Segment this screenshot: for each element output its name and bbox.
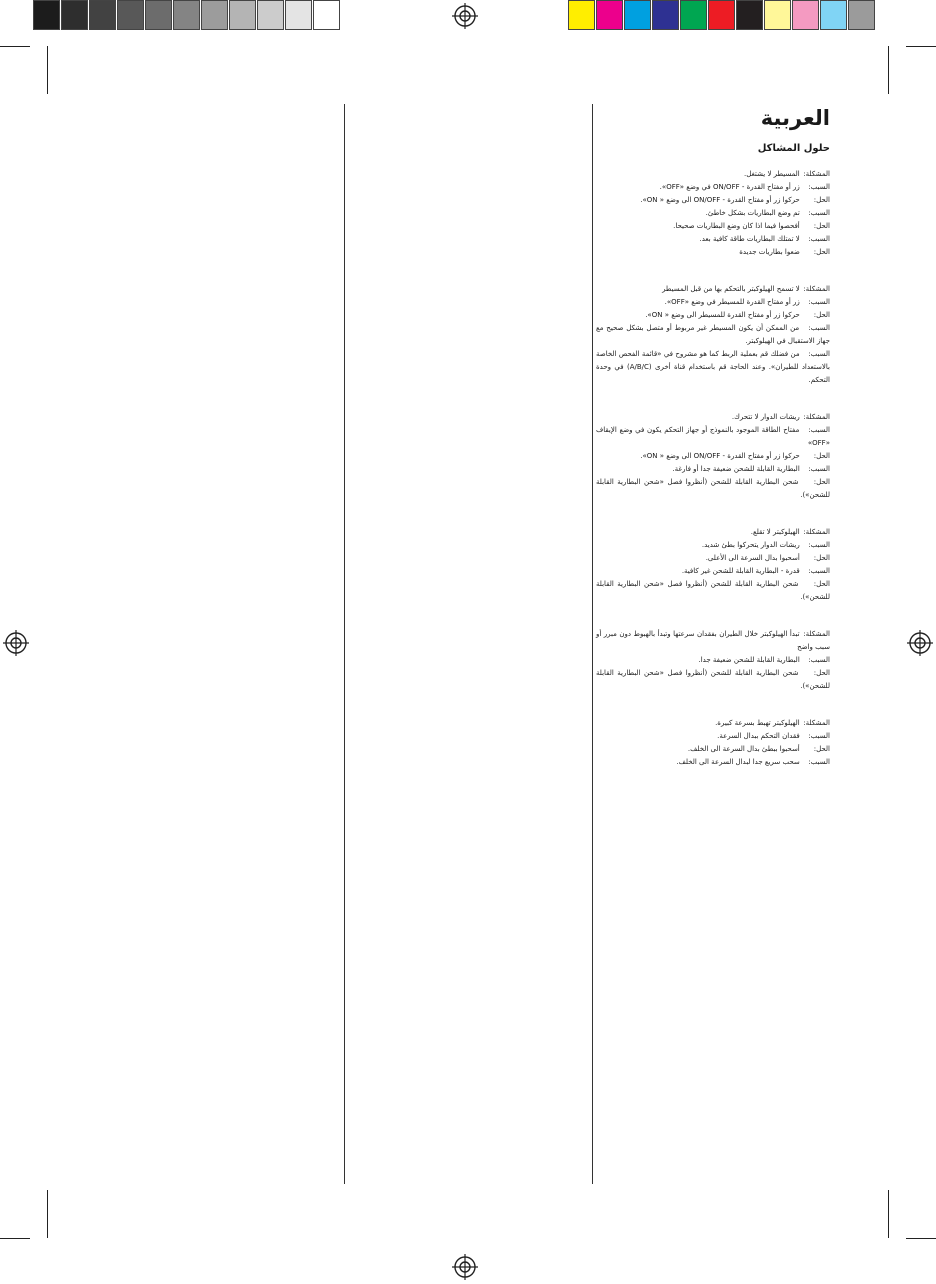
line-label: السبب: <box>808 426 830 434</box>
line-text: البطارية القابلة للشحن ضعيفة جدا. <box>698 656 800 664</box>
problem-line <box>596 168 830 181</box>
line-text: المسيطر لا يشتغل. <box>744 170 800 178</box>
line-label: الحل: <box>813 669 830 677</box>
gray-swatch <box>201 0 228 30</box>
line-label: الحل: <box>813 478 830 486</box>
line-label: المشكلة: <box>803 170 830 178</box>
problem-line <box>596 233 830 246</box>
problem-block <box>596 526 830 604</box>
problem-line <box>596 348 830 387</box>
line-text: قدرة - البطارية القابلة للشحن غير كافية. <box>681 567 800 575</box>
line-label: السبب: <box>808 656 830 664</box>
grayscale-calibration-bar <box>33 0 341 32</box>
color-swatch <box>736 0 763 30</box>
line-label: السبب: <box>808 298 830 306</box>
color-calibration-bar <box>568 0 876 32</box>
line-text: أسحبوا بدال السرعة الى الأعلى. <box>705 554 800 562</box>
line-text: زر أو مفتاح القدرة للمسيطر في وضع «OFF». <box>664 298 800 306</box>
line-label: المشكلة: <box>803 413 830 421</box>
line-text: ضعوا بطاريات جديدة <box>739 248 800 256</box>
gray-swatch <box>173 0 200 30</box>
column-divider <box>344 104 345 1184</box>
line-label: المشكلة: <box>803 719 830 727</box>
line-text: شحن البطارية القابلة للشحن (أنظروا فصل «شحن البطارية القابلة للشحن»). <box>596 669 830 690</box>
color-swatch <box>848 0 875 30</box>
line-text: أفحصوا فيما اذا كان وضع البطاريات صحيحا. <box>673 222 800 230</box>
line-label: السبب: <box>808 235 830 243</box>
problem-line <box>596 565 830 578</box>
line-text: الهيلوكبتر تهبط بسرعة كبيرة. <box>715 719 800 727</box>
line-label: السبب: <box>808 324 830 332</box>
gray-swatch <box>285 0 312 30</box>
line-label: السبب: <box>808 567 830 575</box>
color-swatch <box>568 0 595 30</box>
problem-line <box>596 654 830 667</box>
problem-line <box>596 194 830 207</box>
problem-line <box>596 181 830 194</box>
gray-swatch <box>33 0 60 30</box>
line-label: السبب: <box>808 732 830 740</box>
color-swatch <box>624 0 651 30</box>
gray-swatch <box>61 0 88 30</box>
problem-list <box>596 168 830 769</box>
line-text: شحن البطارية القابلة للشحن (أنظروا فصل «شحن البطارية القابلة للشحن»). <box>596 478 830 499</box>
problem-line <box>596 667 830 693</box>
problem-line <box>596 539 830 552</box>
line-label: السبب: <box>808 350 830 358</box>
problem-block <box>596 411 830 502</box>
section-title: حلول المشاكل <box>757 143 830 154</box>
registration-mark-icon <box>452 1254 478 1280</box>
line-label: السبب: <box>808 465 830 473</box>
line-label: الحل: <box>813 311 830 319</box>
line-label: السبب: <box>808 183 830 191</box>
problem-line <box>596 296 830 309</box>
problem-line <box>596 463 830 476</box>
gray-swatch <box>145 0 172 30</box>
problem-line <box>596 717 830 730</box>
problem-line <box>596 246 830 259</box>
line-text: أسحبوا ببطئ بدال السرعة الى الخلف. <box>687 745 800 753</box>
line-label: السبب: <box>808 209 830 217</box>
line-text: حركوا زر أو مفتاح القدرة - ON/OFF الى وضع « ON». <box>640 452 800 460</box>
problem-line <box>596 476 830 502</box>
line-text: شحن البطارية القابلة للشحن (أنظروا فصل «شحن البطارية القابلة للشحن»). <box>596 580 830 601</box>
line-text: مفتاح الطاقة الموجود بالنموذج أو جهاز التحكم يكون في وضع الإيقاف «OFF» <box>596 426 830 447</box>
problem-line <box>596 730 830 743</box>
color-swatch <box>820 0 847 30</box>
crop-mark-top-right-v <box>888 46 889 94</box>
problem-line <box>596 283 830 296</box>
line-text: الهيلوكبتر لا تقلع. <box>750 528 800 536</box>
problem-line <box>596 220 830 233</box>
line-text: ريشات الدوار يتحركوا بطئ شديد. <box>701 541 800 549</box>
problem-line <box>596 207 830 220</box>
line-text: حركوا زر أو مفتاح القدرة - ON/OFF الى وضع « ON». <box>640 196 800 204</box>
problem-line <box>596 552 830 565</box>
line-text: زر أو مفتاح القدرة - ON/OFF في وضع «OFF». <box>659 183 800 191</box>
crop-mark-top-right-h <box>906 46 936 47</box>
line-label: الحل: <box>813 745 830 753</box>
line-text: من فضلك قم بعملية الربط كما هو مشروح في «قائمة الفحص الخاصة بالاستعداد للطيران». وعند الحاجة قم باستخدام قناة أخرى (A/B/C) في وحدة التحكم. <box>596 350 830 384</box>
problem-line <box>596 756 830 769</box>
gray-swatch <box>229 0 256 30</box>
line-text: لا تسمح الهيلوكبتر بالتحكم بها من قبل المسيطر <box>662 285 800 293</box>
troubleshooting-column <box>596 104 830 793</box>
line-label: المشكلة: <box>803 285 830 293</box>
color-swatch <box>764 0 791 30</box>
line-text: ريشات الدوار لا تتحرك. <box>731 413 800 421</box>
line-label: الحل: <box>813 248 830 256</box>
line-text: حركوا زر أو مفتاح القدرة للمسيطر الى وضع « ON». <box>645 311 800 319</box>
problem-block <box>596 168 830 259</box>
gray-swatch <box>313 0 340 30</box>
line-text: تبدأ الهيلوكبتر خلال الطيران بفقدان سرعتها وتبدأ بالهبوط دون مبرر أو سبب واضح <box>596 630 830 651</box>
problem-line <box>596 450 830 463</box>
gray-swatch <box>89 0 116 30</box>
line-text: فقدان التحكم ببدال السرعة. <box>717 732 800 740</box>
problem-line <box>596 743 830 756</box>
gray-swatch <box>117 0 144 30</box>
problem-block <box>596 283 830 387</box>
crop-mark-bottom-left-h <box>0 1238 30 1239</box>
color-swatch <box>652 0 679 30</box>
line-text: تم وضع البطاريات بشكل خاطئ. <box>705 209 800 217</box>
gray-swatch <box>257 0 284 30</box>
line-text: لا تمتلك البطاريات طاقة كافية بعد. <box>699 235 800 243</box>
problem-line <box>596 628 830 654</box>
line-label: الحل: <box>813 452 830 460</box>
line-label: الحل: <box>813 222 830 230</box>
color-swatch <box>708 0 735 30</box>
crop-mark-bottom-right-h <box>906 1238 936 1239</box>
crop-mark-bottom-right-v <box>888 1190 889 1238</box>
line-text: من الممكن أن يكون المسيطر غير مربوط أو متصل بشكل صحيح مع جهاز الاستقبال في الهيلوكبتر. <box>596 324 830 345</box>
crop-mark-bottom-left-v <box>47 1190 48 1238</box>
line-label: المشكلة: <box>803 630 830 638</box>
problem-line <box>596 322 830 348</box>
crop-mark-top-left-h <box>0 46 30 47</box>
line-label: الحل: <box>813 580 830 588</box>
column-divider <box>592 104 593 1184</box>
line-text: البطارية القابلة للشحن ضعيفة جدا أو فارغة. <box>672 465 800 473</box>
problem-line <box>596 526 830 539</box>
line-label: الحل: <box>813 554 830 562</box>
problem-line <box>596 411 830 424</box>
problem-block <box>596 628 830 693</box>
problem-line <box>596 309 830 322</box>
registration-mark-icon <box>3 630 29 656</box>
line-label: المشكلة: <box>803 528 830 536</box>
registration-mark-icon <box>907 630 933 656</box>
line-label: السبب: <box>808 541 830 549</box>
line-text: سحب سريع جدا لبدال السرعة الى الخلف. <box>676 758 800 766</box>
registration-mark-icon <box>452 3 478 29</box>
language-title: العربية <box>760 106 830 130</box>
line-label: السبب: <box>808 758 830 766</box>
problem-line <box>596 424 830 450</box>
color-swatch <box>792 0 819 30</box>
color-swatch <box>596 0 623 30</box>
line-label: الحل: <box>813 196 830 204</box>
problem-block <box>596 717 830 769</box>
crop-mark-top-left-v <box>47 46 48 94</box>
color-swatch <box>680 0 707 30</box>
problem-line <box>596 578 830 604</box>
